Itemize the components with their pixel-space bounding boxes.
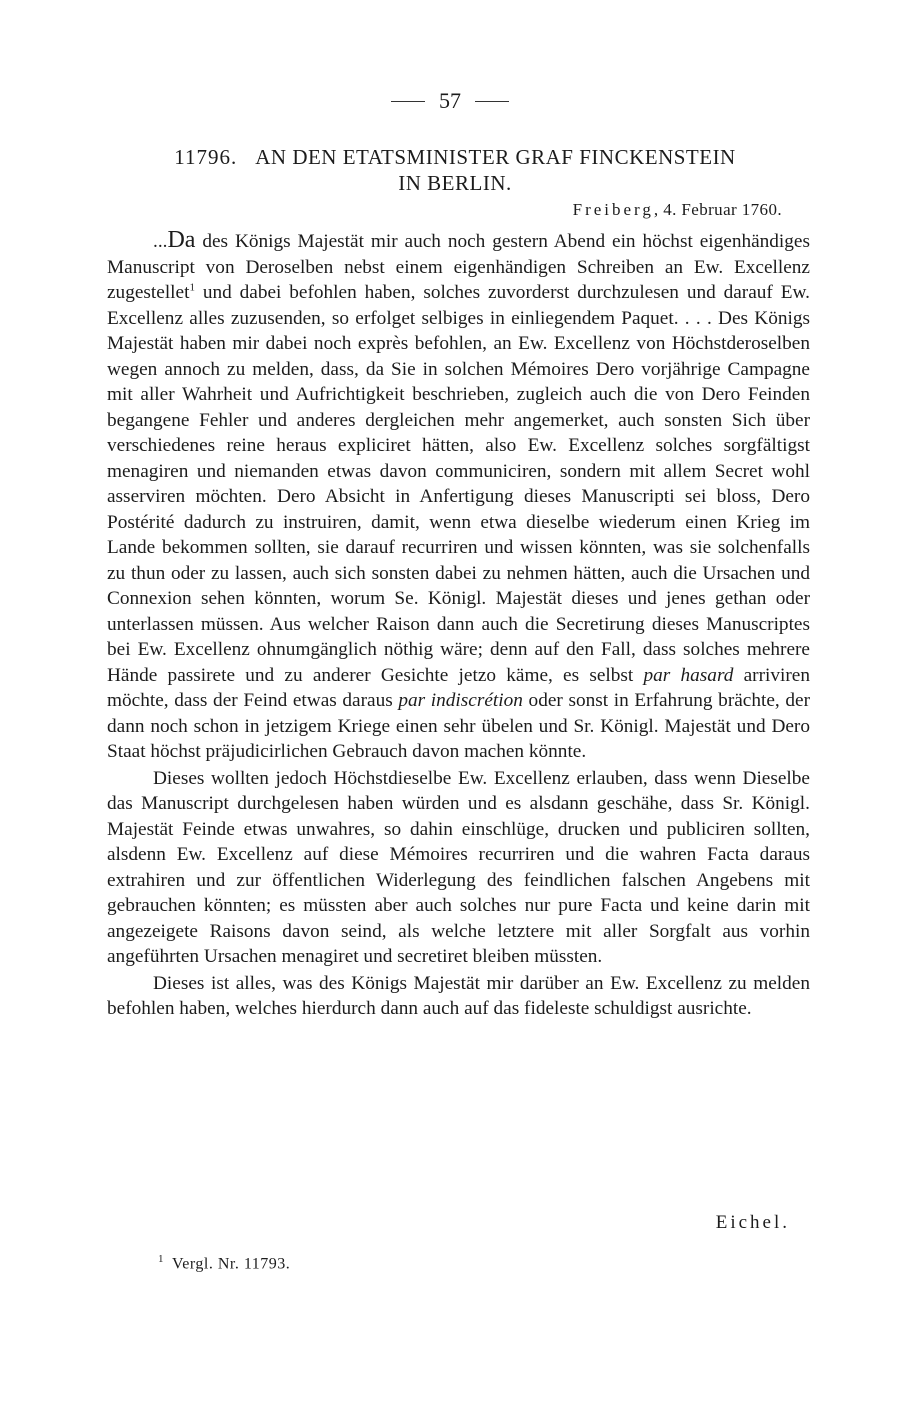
italic-phrase-par-hasard: par hasard bbox=[643, 664, 734, 686]
paragraph-1-part-2: und dabei befohlen haben, solches zuvorderst durchzulesen und darauf Ew. Excellenz alles zuzusenden, so erfolget selbiges in einliegendem Paquet. . . . Des Königs Majestät haben mir dabei noch exprès befohlen, an Ew. Excellenz von Höchstderoselben wegen annoch zu melden, dass, da Sie in solchen Mémoires Dero vorjährige Campagne mit aller Wahrheit und Aufrichtigkeit beschrieben, zugleich auch die von Dero Feinden begangene Fehler und anderes dergleichen mehr angemerket, auch sonsten Sich über verschiedenes reine heraus expliciret hätten, also Ew. Excellenz solches sorgfältigst menagiren und niemanden etwas davon communiciren, sondern mit allem Secret wohl asserviren möchten. Dero Absicht in Anfertigung dieses Manuscripti sei bloss, Dero Postérité dadurch zu instruiren, damit, wenn etwa dieselbe wiederum einen Krieg im Lande bekommen sollten, sie darauf recurriren und wissen könnten, was sie solchenfalls zu thun oder zu lassen, auch sich sonsten dabei zu nehmen hätten, auch die Ursachen und Connexion sehen könnten, worum Se. Königl. Majestät dieses und jenes gethan oder unterlassen müssen. Aus welcher Raison dann auch die Secretirung dieses Manuscriptes bei Ew. Excellenz ohnumgänglich nöthig wäre; denn auf den Fall, dass solches mehrere Hände passirete und zu anderer Gesichte jetzo käme, es selbst bbox=[107, 282, 810, 686]
heading-title-line-1: AN DEN ETATSMINISTER GRAF FINCKENSTEIN bbox=[255, 145, 736, 169]
paragraph-1 bbox=[107, 228, 810, 765]
footnote-mark: 1 bbox=[158, 1253, 164, 1265]
dateline-date: , 4. Februar 1760. bbox=[653, 200, 782, 219]
initial-word: Da bbox=[167, 227, 196, 253]
paragraph-1-part-4: oder sonst in Erfahrung brächte, der dann noch schon in jetzigem Kriege einen sehr übelen und Sr. Königl. Majestät und Dero Staat höchst präjudicirlichen Gebrauch davon machen könnte. bbox=[107, 690, 810, 762]
signature: Eichel. bbox=[715, 1212, 790, 1233]
footnote-text: Vergl. Nr. 11793. bbox=[172, 1255, 291, 1273]
paragraph-1-part-3: arriviren möchte, dass der Feind etwas daraus bbox=[107, 664, 810, 711]
paragraph-2: Dieses wollten jedoch Höchstdieselbe Ew. Excellenz erlauben, dass wenn Dieselbe das Manuscript durchgelesen haben würden und es alsdann geschähe, dass Sr. Königl. Majestät Feinde etwas unwahres, so dahin einschlüge, drucken und publiciren sollten, alsdenn Ew. Excellenz auf diese Mémoires recurriren und die wahren Facta daraus extrahiren und zur öffentlichen Widerlegung des feindlichen falschen Angebens mit gebrauchen könnten; es müssten aber auch solches nur pure Facta und keine darin mit angezeigete Raisons davon seind, als welche letztere mit aller Sorgfalt aus vorhin angeführten Ursachen menagiret und secretiret bleiben müssten. bbox=[107, 767, 810, 967]
page-header bbox=[0, 88, 900, 114]
dateline bbox=[573, 200, 782, 220]
paragraph-1-part-1: des Königs Majestät mir auch noch gestern Abend ein höchst eigenhändiges Manuscript von Deroselben nebst einem eigenhändigen Schreiben an Ew. Excellenz zugestellet bbox=[107, 231, 810, 303]
letter-body bbox=[107, 228, 810, 1022]
dateline-place: Freiberg bbox=[572, 200, 654, 219]
italic-phrase-par-indiscretion: par indiscrétion bbox=[398, 690, 523, 711]
header-rule-left bbox=[391, 101, 425, 102]
ellipsis-lead: ... bbox=[153, 231, 168, 252]
page-number: 57 bbox=[439, 88, 461, 113]
heading-title-line-2: IN BERLIN. bbox=[398, 171, 512, 195]
document-heading bbox=[110, 144, 800, 196]
footnote bbox=[158, 1253, 290, 1273]
heading-line-1 bbox=[110, 144, 800, 170]
footnote-reference: 1 bbox=[189, 281, 195, 294]
header-rule-right bbox=[475, 101, 509, 102]
document-number: 11796. bbox=[174, 145, 238, 169]
paragraph-3: Dieses ist alles, was des Königs Majestät mir darüber an Ew. Excellenz zu melden befohlen haben, welches hierdurch dann auch auf das fideleste schuldigst ausrichte. bbox=[107, 972, 810, 1019]
